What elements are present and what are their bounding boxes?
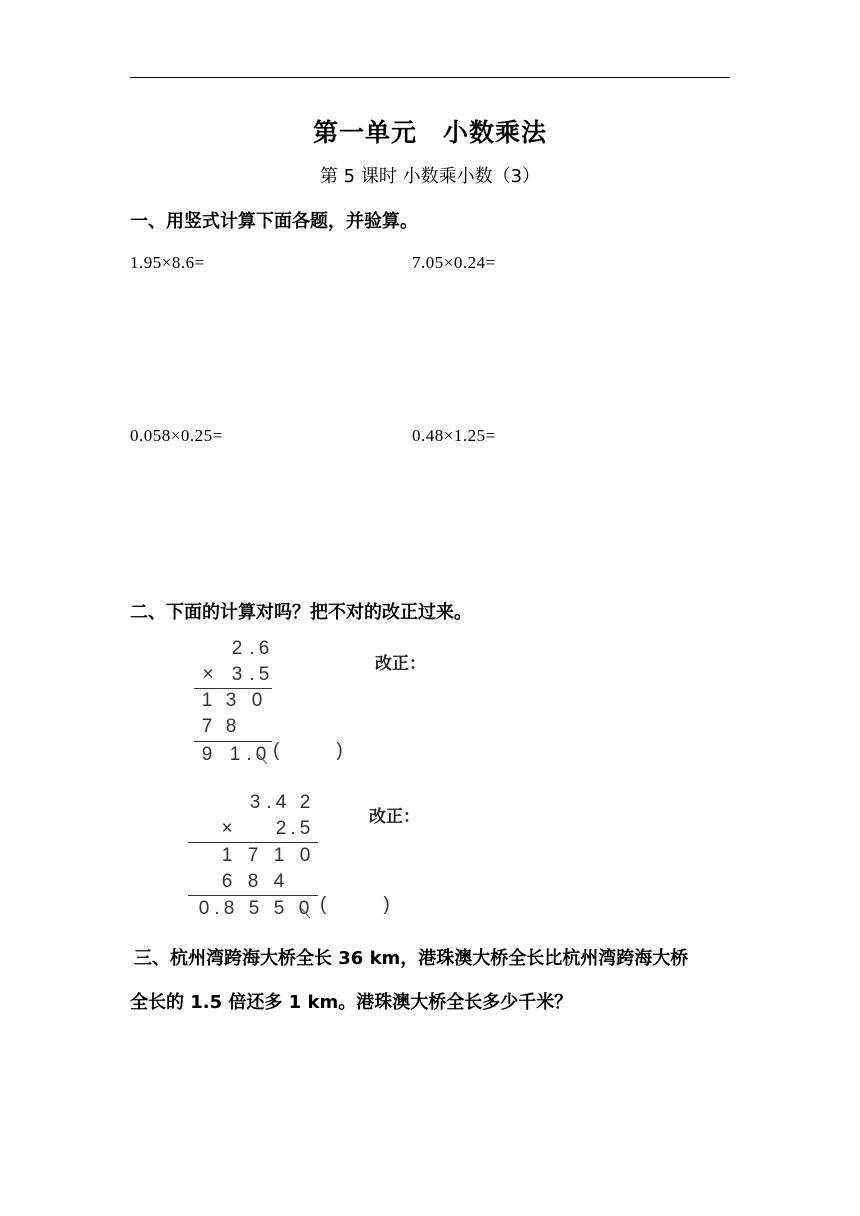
calc2-digit: .: [266, 792, 272, 813]
calc1-digit: 3: [231, 664, 243, 685]
section-1-heading: 一、用竖式计算下面各题，并验算。: [130, 211, 418, 232]
calc1-digit: .: [249, 638, 255, 659]
calc1-digit: 1: [229, 744, 241, 765]
section-3-line-2: 全长的 1.5 倍还多 1 km。港珠澳大桥全长多少千米？: [130, 992, 573, 1013]
problem-1: 1.95×8.6=: [130, 253, 205, 272]
calc1-digit: 1: [201, 690, 213, 711]
calc1-correction-label: 改正：: [375, 654, 426, 674]
calc1-answer-paren: ( ): [273, 740, 343, 761]
calc1-line: [194, 741, 272, 742]
calc1-digit: 0: [255, 744, 267, 765]
calc1-digit: 3: [225, 690, 237, 711]
calc2-digit: 4: [273, 871, 285, 892]
calc2-digit: 4: [275, 792, 287, 813]
calc1-digit: .: [249, 664, 255, 685]
calc2-digit: 8: [247, 871, 259, 892]
calc1-digit: 0: [251, 690, 263, 711]
calc1-digit: 5: [258, 664, 270, 685]
unit-title: 第一单元 小数乘法: [312, 118, 547, 147]
calc2-digit: 6: [221, 871, 233, 892]
calc2-digit: 3: [249, 792, 261, 813]
calc2-digit: .: [290, 818, 296, 839]
cursor-mark-icon: [299, 906, 313, 920]
calc2-digit: 1: [273, 845, 285, 866]
calc2-digit: 5: [248, 898, 260, 919]
lesson-subtitle: 第 5 课时 小数乘小数（3）: [319, 166, 541, 187]
calc2-digit: 0: [298, 898, 310, 919]
problem-3: 0.058×0.25=: [130, 426, 223, 445]
calc1-line: [194, 688, 272, 689]
calc2-line: [188, 895, 318, 896]
calc1-digit: 2: [231, 638, 243, 659]
calc1-digit: 8: [225, 716, 237, 737]
section-3-line-1: 三、杭州湾跨海大桥全长 36 km，港珠澳大桥全长比杭州湾跨海大桥: [134, 948, 689, 969]
calc2-digit: 5: [273, 898, 285, 919]
cursor-mark-icon: [256, 752, 270, 766]
problem-2: 7.05×0.24=: [412, 253, 496, 272]
header-rule: [130, 77, 730, 78]
problem-4: 0.48×1.25=: [412, 426, 496, 445]
calc1-digit: .: [246, 744, 252, 765]
calc2-correction-label: 改正：: [369, 807, 420, 827]
calc2-digit: 8: [223, 898, 235, 919]
calc2-line: [188, 842, 318, 843]
calc1-digit: 6: [258, 638, 270, 659]
calc2-digit: 2: [275, 818, 287, 839]
calc2-digit: 1: [221, 845, 233, 866]
calc2-digit: .: [214, 898, 220, 919]
calc2-digit: 2: [299, 792, 311, 813]
calc2-times-sign: ×: [221, 818, 233, 839]
calc2-digit: 0: [299, 845, 311, 866]
calc1-digit: 7: [201, 716, 213, 737]
calc2-digit: 7: [247, 845, 259, 866]
calc2-answer-paren: ( ): [320, 894, 390, 915]
calc2-digit: 0: [198, 898, 210, 919]
calc1-times-sign: ×: [202, 664, 214, 685]
section-2-heading: 二、下面的计算对吗？把不对的改正过来。: [130, 602, 472, 623]
calc2-digit: 5: [299, 818, 311, 839]
calc1-digit: 9: [201, 744, 213, 765]
